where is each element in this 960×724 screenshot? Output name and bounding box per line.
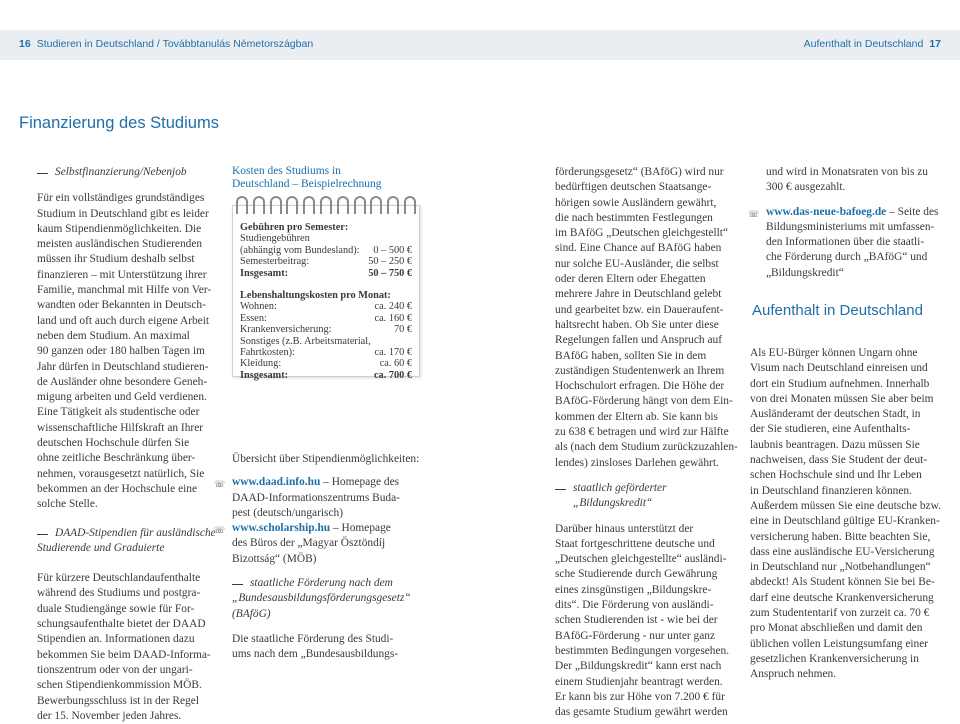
column-4	[748, 165, 946, 281]
row-label: Fahrtkosten):	[240, 347, 295, 359]
right-page-number: 17	[929, 38, 941, 50]
link-bafoeg-description	[766, 220, 946, 281]
semester-heading: Gebühren pro Semester:	[240, 222, 349, 233]
text-line: Bewerbungsschluss ist in der Regel	[37, 694, 199, 707]
ring-binding	[404, 196, 416, 214]
semester-rows	[240, 233, 412, 267]
text-line: Darüber hinaus unterstützt der	[555, 522, 694, 535]
text-line: darf eine deutsche Krankenversicherung	[750, 591, 934, 604]
text-line: de Ausländer ohne besondere Geneh-	[37, 375, 208, 388]
text-line: tionszentrum oder von der ungari-	[37, 663, 193, 676]
row-value: 0 – 500 €	[373, 244, 412, 256]
ring-binding	[236, 196, 248, 214]
text-line: nehmen, vorausgesetzt natürlich, Sie	[37, 467, 205, 480]
right-running-title: Aufenthalt in Deutschland	[803, 38, 924, 50]
left-page-number: 16	[19, 38, 31, 50]
text-line: versicherung haben. Bitte beachten Sie,	[750, 530, 931, 543]
monthly-rows	[240, 301, 412, 369]
text-line: Außerdem müssen Sie eine deutsche bzw.	[750, 499, 941, 512]
link-daad-text: – Homepage des	[320, 476, 400, 489]
column-4-aufenthalt	[750, 346, 950, 683]
text-line: während des Studiums und postgra-	[37, 587, 201, 600]
heading-selbstfinanzierung: Selbstfinanzierung/Nebenjob	[37, 165, 217, 180]
text-line: bestimmten Bedingungen vorgesehen.	[555, 644, 730, 657]
monthly-row	[240, 313, 412, 324]
paragraph-selbstfinanzierung	[37, 191, 217, 512]
text-line: nur solche EU-Ausländer, die selbst	[555, 257, 719, 270]
text-line: von drei Monaten müssen Sie aber beim	[750, 392, 934, 405]
text-line: schen Hochschule sind und Ihr Leben	[750, 469, 922, 482]
text-line: in Deutschland finanzieren können.	[750, 484, 912, 497]
monthly-row	[240, 336, 412, 347]
paragraph-aufenthalt	[750, 346, 950, 683]
row-value: ca. 60 €	[379, 358, 412, 370]
monthly-total	[240, 370, 412, 381]
text-line: BAföG-Förderung hängt von dem Ein-	[555, 395, 733, 408]
text-line: kommen der Eltern ab. Sie kann bis	[555, 410, 718, 423]
text-line: der Sie studieren, eine Aufenthalts-	[750, 423, 911, 436]
scholarship-overview: Übersicht über Stipendienmöglichkeiten:	[232, 453, 420, 465]
text-line: zu 638 € betragen und wird zur Hälfte	[555, 426, 729, 439]
link-daad-line: DAAD-Informationszentrums Buda-	[232, 491, 400, 504]
text-line: Bildungsministeriums mit umfassen-	[766, 220, 935, 233]
row-label: Essen:	[240, 312, 267, 324]
text-line: wandten oder Bekannten in Deutsch-	[37, 299, 206, 312]
monthly-row	[240, 347, 412, 358]
text-line: ohne zeitliche Beschränkung über-	[37, 452, 196, 465]
link-bafoeg-text: – Seite des	[886, 205, 939, 218]
text-line: Für ein vollständiges grundständiges	[37, 192, 205, 205]
link-row-bafoeg	[748, 205, 946, 220]
monthly-heading: Lebenshaltungskosten pro Monat:	[240, 290, 391, 302]
text-line: BAföG-Förderung - nur unter ganz	[555, 629, 716, 642]
paragraph-bildungskredit-end: und wird in Monatsraten von bis zu	[766, 166, 928, 178]
text-line: Staat fortgeschrittene deutsche und	[555, 537, 715, 550]
text-line: 90 ganzen oder 180 halben Tagen im	[37, 345, 205, 358]
text-line: Anspruch nehmen.	[750, 668, 837, 681]
header-left	[19, 38, 313, 50]
text-line: müssen ihr Studium deshalb selbst	[37, 253, 195, 266]
heading-daad-line-1: DAAD-Stipendien für ausländische	[37, 526, 217, 541]
text-line: dort ein Studium aufnehmen. Innerhalb	[750, 377, 930, 390]
text-line: nachweisen, dass Sie Student der deut-	[750, 454, 928, 467]
telephone-icon: ☏	[748, 208, 760, 219]
text-line: Studium in Deutschland gibt es leider	[37, 207, 209, 220]
monthly-row	[240, 358, 412, 369]
semester-row	[240, 233, 412, 244]
heading-bafoeg-line-1: staatliche Förderung nach dem	[232, 576, 422, 591]
text-line: eines zinsgünstigen „Bildungskre-	[555, 583, 712, 596]
paragraph-bildungskredit-end: 300 € ausgezahlt.	[766, 181, 846, 194]
text-line: Für kürzere Deutschlandaufenthalte	[37, 572, 201, 585]
text-line: Er kann bis zur Höhe von 7.200 € für	[555, 690, 725, 703]
monthly-row	[240, 301, 412, 312]
text-line: schen Stipendienkommission MÖB.	[37, 679, 202, 692]
column-3	[555, 165, 743, 720]
header-right	[804, 38, 941, 50]
text-line: pro Monat abschließen und damit den	[750, 622, 923, 635]
text-line: im BAföG „Deutschen gleichgestellt“	[555, 227, 729, 240]
ring-binding	[320, 196, 332, 214]
row-value: ca. 160 €	[374, 312, 412, 324]
text-line: migung arbeiten und Geld verdienen.	[37, 391, 207, 404]
text-line: Als EU-Bürger können Ungarn ohne	[750, 347, 918, 359]
text-line: gesetzlichen Krankenversicherung in	[750, 652, 919, 665]
ring-binding	[253, 196, 265, 214]
text-line: einem Studienjahr beantragt werden.	[555, 675, 723, 688]
paragraph-daad	[37, 571, 217, 724]
text-line: Stipendien an. Informationen dazu	[37, 633, 195, 646]
text-line: Visum nach Deutschland einreisen und	[750, 362, 928, 375]
semester-row	[240, 256, 412, 267]
text-line: mehrere Jahre in Deutschland gelebt	[555, 288, 722, 301]
row-label: (abhängig vom Bundesland):	[240, 244, 360, 256]
column-2-text	[214, 452, 422, 663]
text-line: solche Stelle.	[37, 498, 98, 511]
text-line: das gesamte Studium gewährt werden	[555, 706, 728, 719]
paragraph-bafoeg-line: Die staatliche Förderung des Studi-	[232, 632, 394, 645]
text-line: wissenschaftliche Hilfskraft an Ihrer	[37, 421, 204, 434]
text-line: die nach bestimmten Festlegungen	[555, 211, 713, 224]
column-1	[37, 165, 217, 724]
row-value: ca. 240 €	[374, 301, 412, 313]
text-line: hörigen sowie Ausländern gewährt,	[555, 196, 717, 209]
ring-binding	[303, 196, 315, 214]
text-line: dits“. Die Förderung von ausländi-	[555, 599, 714, 612]
text-line: bekommen Sie beim DAAD-Informa-	[37, 648, 211, 661]
heading-daad-line-2: Studierende und Graduierte	[37, 541, 165, 554]
ring-binding	[286, 196, 298, 214]
text-line: Der „Bildungskredit“ kann erst nach	[555, 660, 722, 673]
text-line: BAföG haben, sollten Sie in dem	[555, 349, 707, 362]
paragraph-bafoeg-cont	[555, 165, 743, 471]
page-title: Finanzierung des Studiums	[19, 114, 219, 132]
text-line: der 15. November jeden Jahres.	[37, 709, 182, 722]
text-line: dass eine ausländische EU-Versicherung	[750, 545, 935, 558]
heading-bildungskredit: staatlich geförderter „Bildungskredit“	[555, 481, 743, 512]
ring-binding	[337, 196, 349, 214]
box-title	[232, 165, 381, 191]
semester-total	[240, 268, 412, 279]
text-line: Hochschulort erfragen. Die Höhe der	[555, 380, 725, 393]
text-line: Familie, manchmal mit Hilfe von Ver-	[37, 284, 212, 297]
text-line: förderungsgesetz“ (BAföG) wird nur	[555, 166, 724, 178]
link-scholarship[interactable]: www.scholarship.hu	[232, 522, 331, 535]
monthly-row	[240, 324, 412, 335]
ring-binding	[354, 196, 366, 214]
text-line: duale Studiengänge sowie für For-	[37, 602, 195, 615]
total-label: Insgesamt:	[240, 267, 289, 279]
row-value: 50 – 250 €	[368, 256, 412, 268]
row-label: Wohnen:	[240, 301, 277, 313]
heading-bafoeg-line-2: „Bundesausbildungsförderungsgesetz“	[232, 592, 411, 605]
text-line: deutschen Hochschule dürfen Sie	[37, 437, 190, 450]
text-line: lendes) zinsloses Darlehen gewährt.	[555, 456, 719, 469]
text-line: bekommen an der Hochschule eine	[37, 482, 198, 495]
telephone-icon: ☏	[214, 479, 226, 490]
row-label: Kleidung:	[240, 358, 282, 370]
row-label: Sonstiges (z.B. Arbeitsmaterial,	[240, 335, 371, 347]
text-line: Regelungen fallen und Anspruch auf	[555, 334, 723, 347]
box-title-line-2: Deutschland – Beispielrechnung	[232, 178, 382, 190]
total-value: 50 – 750 €	[368, 267, 412, 279]
text-line: Eine Tätigkeit als studentische oder	[37, 406, 200, 419]
ring-binding	[270, 196, 282, 214]
total-label: Insgesamt:	[240, 369, 289, 381]
link-bafoeg[interactable]: www.das-neue-bafoeg.de	[766, 205, 887, 218]
row-label: Studiengebühren	[240, 233, 310, 245]
text-line: „Bildungskredit“	[766, 266, 844, 279]
ring-binding	[387, 196, 399, 214]
text-line: und gearbeitet bzw. ein Daueraufent-	[555, 303, 724, 316]
text-line: laubnis beantragen. Dazu müssen Sie	[750, 438, 920, 451]
row-label: Semesterbeitrag:	[240, 256, 310, 268]
text-line: „Deutschen gleichgestellte“ ausländi-	[555, 553, 727, 566]
text-line: oder deren Eltern oder Ehegatten	[555, 273, 706, 286]
paragraph-bafoeg-line: ums nach dem „Bundesausbildungs-	[232, 648, 399, 661]
notepad-rings	[236, 196, 416, 218]
link-scholarship-line: Bizottság“ (MÖB)	[232, 552, 317, 565]
text-line: zum Studententarif von zurzeit ca. 70 €	[750, 607, 930, 620]
text-line: abdeckt! Als Student können Sie bei Be-	[750, 576, 935, 589]
link-scholarship-text: – Homepage	[330, 522, 391, 535]
text-line: Jahr dürfen in Deutschland studieren-	[37, 360, 209, 373]
text-line: den Informationen über die staatli-	[766, 236, 925, 249]
text-line: als (nach dem Studium zurückzuzahlen-	[555, 441, 738, 454]
text-line: kaum Stipendienmöglichkeiten. Die	[37, 222, 202, 235]
text-line: haltsrecht haben. Ob Sie unter diese	[555, 318, 719, 331]
text-line: che Förderung durch „BAföG“ und	[766, 251, 928, 264]
text-line: land und oft auch durch eigene Arbeit	[37, 314, 210, 327]
link-daad-line: pest (deutsch/ungarisch)	[232, 506, 344, 519]
text-line: neben dem Studium. An maximal	[37, 329, 190, 342]
text-line: finanzieren – mit Unterstützung ihrer	[37, 268, 207, 281]
text-line: meisten ausländischen Studierenden	[37, 238, 203, 251]
link-daad[interactable]: www.daad.info.hu	[232, 476, 321, 489]
row-value: 70 €	[393, 324, 412, 336]
telephone-icon: ☏	[214, 525, 226, 536]
text-line: zuständigen Studentenwerk an Ihrem	[555, 364, 725, 377]
paragraph-bildungskredit	[555, 522, 743, 721]
text-line: sind. Eine Chance auf BAföG haben	[555, 242, 722, 255]
text-line: Ausländeramt der deutschen Stadt, in	[750, 408, 921, 421]
semester-row	[240, 245, 412, 256]
cost-example	[240, 222, 412, 381]
row-label: Krankenversicherung:	[240, 324, 332, 336]
section-title-aufenthalt: Aufenthalt in Deutschland	[752, 302, 923, 319]
text-line: sche Studierende durch Gewährung	[555, 568, 718, 581]
link-row-scholarship	[214, 521, 422, 536]
left-running-title: Studieren in Deutschland / Továbbtanulás Németországban	[36, 38, 314, 50]
link-row-daad	[214, 475, 422, 490]
box-title-line-1: Kosten des Studiums in	[232, 165, 341, 177]
text-line: schungsaufenthalte bietet der DAAD	[37, 618, 206, 631]
link-scholarship-line: des Büros der „Magyar Ösztöndíj	[232, 537, 386, 550]
total-value: ca. 700 €	[373, 369, 412, 381]
row-value: ca. 170 €	[374, 347, 412, 359]
ring-binding	[370, 196, 382, 214]
heading-bafoeg-line-3: (BAföG)	[232, 607, 271, 620]
text-line: schen Studierenden ist - wie bei der	[555, 614, 718, 627]
text-line: bedürftigen deutschen Staatsange-	[555, 181, 712, 194]
text-line: in Deutschland nur „Notbehandlungen“	[750, 561, 931, 574]
text-line: eine in Deutschland gültige EU-Kranken-	[750, 515, 940, 528]
text-line: üblichen vollen Leistungsumfang einer	[750, 637, 929, 650]
